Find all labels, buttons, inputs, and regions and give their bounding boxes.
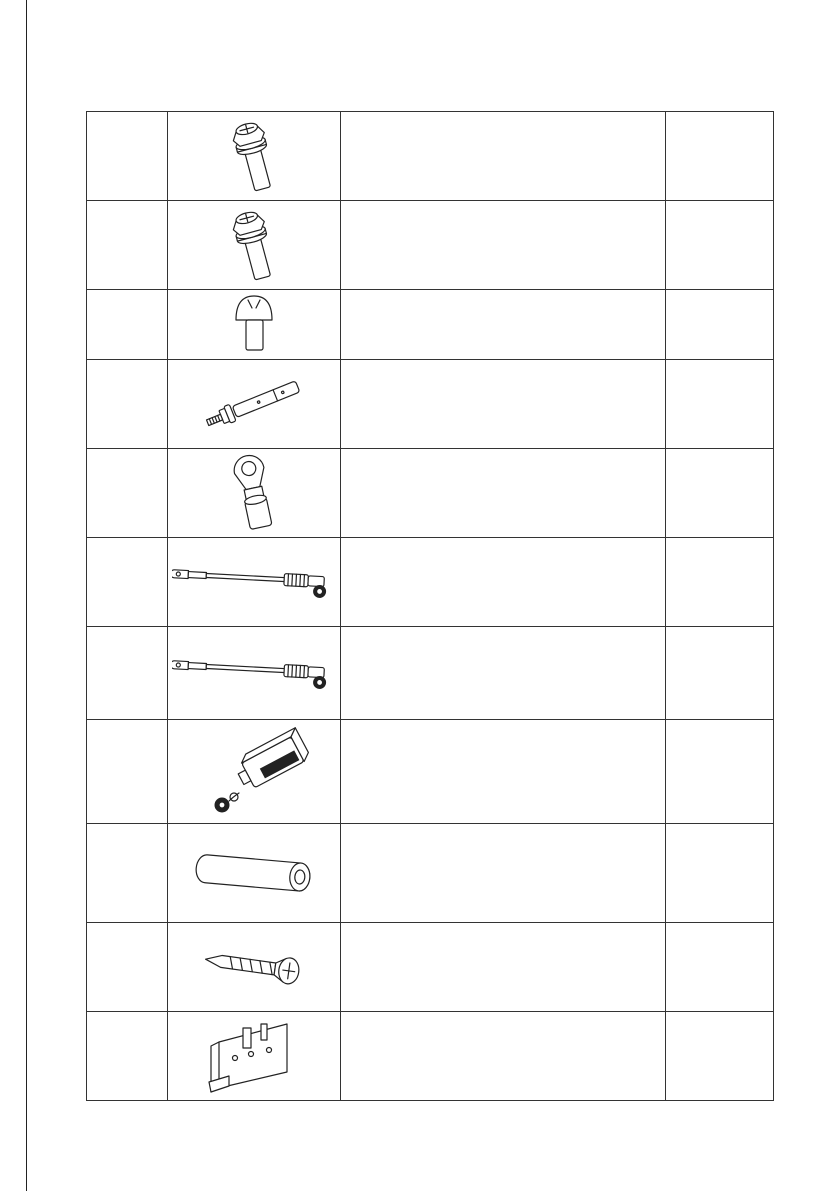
item-number [87,959,103,974]
mounting-bracket-icon [199,1018,309,1094]
item-image-cell [167,360,340,449]
item-image-cell [167,627,340,720]
table-row [87,449,774,538]
page-edge-line [26,0,27,1191]
table-row [87,201,774,290]
table-row [87,1012,774,1101]
item-number [87,574,103,589]
table-row [87,627,774,720]
item-number-cell [87,923,168,1012]
item-description [341,574,357,589]
item-image-cell [167,290,340,360]
item-number-cell [87,1012,168,1101]
cylindrical-tube-icon [194,843,314,903]
table-row [87,290,774,360]
item-number-cell [87,290,168,360]
item-number-cell [87,360,168,449]
item-number [87,1048,103,1063]
table-row [87,538,774,627]
item-description-cell [340,1012,665,1101]
item-quantity [666,148,682,163]
item-description [341,1048,357,1063]
hex-bolt-with-washer-icon [214,116,294,196]
hex-bolt-with-washer-icon [214,205,294,285]
item-number-cell [87,627,168,720]
item-number [87,148,103,163]
item-image-cell [167,201,340,290]
item-quantity-cell [666,923,774,1012]
table-row [87,112,774,201]
mushroom-head-screw-icon [219,292,289,358]
item-number [87,865,103,880]
table-row [87,360,774,449]
item-description-cell [340,290,665,360]
item-description [341,485,357,500]
item-number-cell [87,449,168,538]
item-image-cell [167,449,340,538]
table-row [87,923,774,1012]
item-number [87,237,103,252]
table-row [87,824,774,923]
item-description-cell [340,720,665,824]
item-quantity [666,237,682,252]
item-number [87,665,103,680]
item-number [87,764,103,779]
item-quantity-cell [666,290,774,360]
item-quantity [666,396,682,411]
item-quantity-cell [666,627,774,720]
item-quantity-cell [666,449,774,538]
item-number [87,396,103,411]
item-description [341,317,357,332]
item-description-cell [340,112,665,201]
item-quantity [666,574,682,589]
item-description-cell [340,923,665,1012]
item-description [341,148,357,163]
dc-cable-connector-icon [172,562,336,602]
item-quantity-cell [666,360,774,449]
communication-module-icon [194,727,314,817]
item-quantity [666,317,682,332]
item-quantity [666,665,682,680]
item-quantity [666,485,682,500]
item-description [341,959,357,974]
item-description [341,237,357,252]
item-quantity [666,1048,682,1063]
item-quantity-cell [666,824,774,923]
item-number-cell [87,201,168,290]
accessories-table [86,111,774,1101]
item-description-cell [340,360,665,449]
item-quantity [666,959,682,974]
item-description [341,764,357,779]
item-number-cell [87,538,168,627]
item-description [341,396,357,411]
item-image-cell [167,538,340,627]
item-image-cell [167,923,340,1012]
item-image-cell [167,824,340,923]
item-description-cell [340,627,665,720]
item-quantity-cell [666,112,774,201]
expansion-bolt-icon [199,369,309,439]
item-number-cell [87,112,168,201]
item-description [341,665,357,680]
table-row [87,720,774,824]
item-description [341,865,357,880]
ring-terminal-icon [219,450,289,536]
item-description-cell [340,201,665,290]
item-description-cell [340,449,665,538]
self-tapping-screw-icon [199,942,309,992]
item-quantity [666,764,682,779]
dc-cable-connector-icon [172,653,336,693]
item-quantity-cell [666,538,774,627]
item-number [87,485,103,500]
item-number-cell [87,824,168,923]
item-image-cell [167,720,340,824]
item-number-cell [87,720,168,824]
item-image-cell [167,1012,340,1101]
item-quantity-cell [666,1012,774,1101]
item-image-cell [167,112,340,201]
item-quantity-cell [666,201,774,290]
item-description-cell [340,824,665,923]
item-quantity-cell [666,720,774,824]
item-number [87,317,103,332]
item-quantity [666,865,682,880]
item-description-cell [340,538,665,627]
